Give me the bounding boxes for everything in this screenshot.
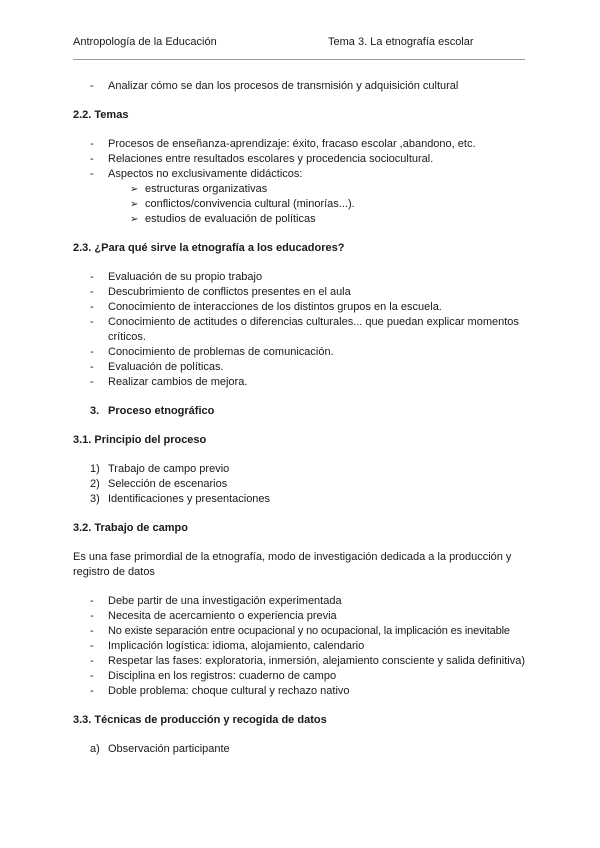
bullet-dash: - <box>90 346 94 358</box>
bullet-dash: - <box>90 685 94 697</box>
section-heading-3-3: 3.3. Técnicas de producción y recogida de datos <box>73 714 327 726</box>
list-item <box>73 79 533 94</box>
section-title: Proceso etnográfico <box>108 405 215 417</box>
list-item-text: Conocimiento de problemas de comunicación. <box>108 346 334 358</box>
bullet-dash: - <box>90 271 94 283</box>
list-item <box>73 345 533 360</box>
bullet-dash: - <box>90 625 94 637</box>
list-item-text: Observación participante <box>108 743 230 755</box>
bullet-dash: - <box>90 361 94 373</box>
bullet-dash: - <box>90 610 94 622</box>
bullet-dash: - <box>90 595 94 607</box>
arrow-bullet-icon: ➢ <box>130 199 139 210</box>
list-item <box>73 167 533 182</box>
list-item-text: Descubrimiento de conflictos presentes en el aula <box>108 286 351 298</box>
list-item-text: Trabajo de campo previo <box>108 463 230 475</box>
list-item-text: Disciplina en los registros: cuaderno de campo <box>108 670 337 682</box>
list-item-text: Relaciones entre resultados escolares y procedencia sociocultural. <box>108 153 434 165</box>
list-item <box>73 300 533 315</box>
list-item <box>73 152 533 167</box>
list-item <box>73 315 533 345</box>
list-number: 2) <box>90 478 100 490</box>
document-body <box>73 79 533 757</box>
bullet-dash: - <box>90 153 94 165</box>
list-item <box>73 285 533 300</box>
section-heading-2-3: 2.3. ¿Para qué sirve la etnografía a los educadores? <box>73 242 345 254</box>
sub-list-item-text: conflictos/convivencia cultural (minorías...). <box>145 198 355 210</box>
list-item-text: Realizar cambios de mejora. <box>108 376 248 388</box>
sub-list-item <box>73 212 533 227</box>
list-item <box>73 742 533 757</box>
bullet-dash: - <box>90 376 94 388</box>
fieldwork-paragraph: Es una fase primordial de la etnografía, modo de investigación dedicada a la producción y registro de datos <box>73 551 512 578</box>
bullet-dash: - <box>90 138 94 150</box>
list-item <box>73 624 533 639</box>
header-course-title: Antropología de la Educación <box>73 36 217 48</box>
page-header <box>73 36 525 56</box>
bullet-dash: - <box>90 301 94 313</box>
bullet-dash: - <box>90 640 94 652</box>
list-item <box>73 137 533 152</box>
list-item-text: Respetar las fases: exploratoria, inmersión, alejamiento consciente y salida definitiva) <box>108 655 525 667</box>
uses-list <box>73 270 533 390</box>
arrow-bullet-icon: ➢ <box>130 214 139 225</box>
list-item <box>73 270 533 285</box>
list-item-text: Identificaciones y presentaciones <box>108 493 271 505</box>
list-item-text: Evaluación de políticas. <box>108 361 224 373</box>
sub-list-item-text: estructuras organizativas <box>145 183 268 195</box>
arrow-bullet-icon: ➢ <box>130 184 139 195</box>
techniques-list <box>73 742 533 757</box>
topics-list <box>73 137 533 227</box>
list-item-text: Implicación logística: idioma, alojamiento, calendario <box>108 640 365 652</box>
process-start-list <box>73 462 533 507</box>
list-item-text: Procesos de enseñanza-aprendizaje: éxito, fracaso escolar ,abandono, etc. <box>108 138 476 150</box>
list-item <box>73 360 533 375</box>
list-item-text: Doble problema: choque cultural y rechazo nativo <box>108 685 350 697</box>
list-item <box>73 654 533 669</box>
list-item-text: Selección de escenarios <box>108 478 228 490</box>
list-item <box>73 609 533 624</box>
section-heading-3-1: 3.1. Principio del proceso <box>73 434 207 446</box>
list-item <box>73 639 533 654</box>
bullet-dash: - <box>90 80 94 92</box>
list-item <box>73 492 533 507</box>
bullet-dash: - <box>90 316 94 328</box>
list-item <box>73 462 533 477</box>
sub-list-item <box>73 197 533 212</box>
sub-list-item <box>73 182 533 197</box>
list-item <box>73 477 533 492</box>
header-topic-title: Tema 3. La etnografía escolar <box>328 36 474 48</box>
sub-list-item-text: estudios de evaluación de políticas <box>145 213 316 225</box>
list-item-text: Analizar cómo se dan los procesos de transmisión y adquisición cultural <box>108 80 459 92</box>
bullet-dash: - <box>90 655 94 667</box>
list-item-text: Conocimiento de interacciones de los distintos grupos en la escuela. <box>108 301 442 313</box>
list-item-text: Evaluación de su propio trabajo <box>108 271 263 283</box>
list-item <box>73 684 533 699</box>
list-item <box>73 669 533 684</box>
fieldwork-list <box>73 594 533 699</box>
list-item-text: Debe partir de una investigación experimentada <box>108 595 342 607</box>
section-heading-3 <box>73 404 533 419</box>
header-divider <box>73 59 525 60</box>
section-heading-3-2: 3.2. Trabajo de campo <box>73 522 188 534</box>
list-item-text: Aspectos no exclusivamente didácticos: <box>108 168 303 180</box>
bullet-dash: - <box>90 168 94 180</box>
section-number: 3. <box>90 405 100 417</box>
bullet-dash: - <box>90 670 94 682</box>
list-item <box>73 375 533 390</box>
list-number: 1) <box>90 463 100 475</box>
list-item-text: No existe separación entre ocupacional y no ocupacional, la implicación es inevitable <box>108 625 510 637</box>
list-item-text: Conocimiento de actitudes o diferencias culturales... que puedan explicar momentos críticos. <box>108 316 519 343</box>
list-item-text: Necesita de acercamiento o experiencia previa <box>108 610 337 622</box>
section-heading-2-2: 2.2. Temas <box>73 109 129 121</box>
bullet-dash: - <box>90 286 94 298</box>
list-letter: a) <box>90 743 100 755</box>
list-number: 3) <box>90 493 100 505</box>
list-item <box>73 594 533 609</box>
